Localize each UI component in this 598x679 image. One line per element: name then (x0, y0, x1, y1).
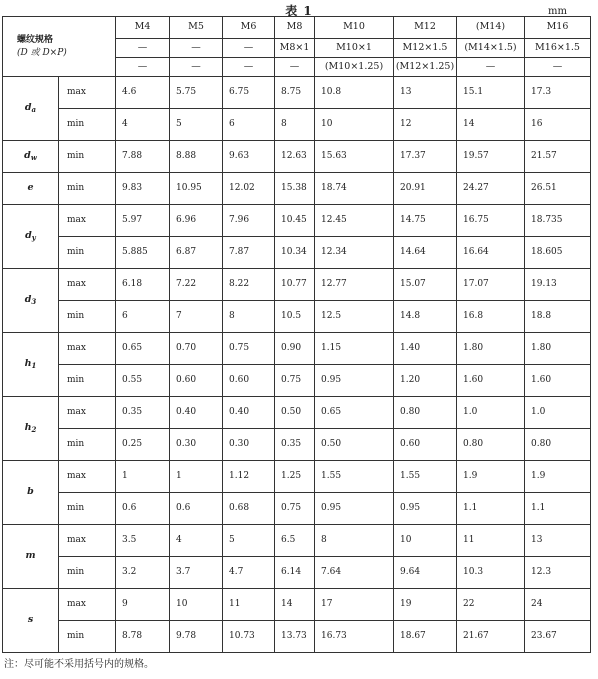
value-cell: 10.5 (275, 301, 315, 333)
header-cell: — (275, 58, 315, 77)
header-cell: M16 (525, 17, 591, 39)
header-cell: — (223, 39, 275, 58)
limit-cell: max (59, 333, 116, 365)
value-cell: 1.0 (525, 397, 591, 429)
table-row (3, 461, 591, 493)
limit-cell: max (59, 525, 116, 557)
value-cell: 10 (170, 589, 223, 621)
value-cell: 11 (457, 525, 525, 557)
value-cell: 4 (116, 109, 170, 141)
param-symbol: s (27, 613, 34, 625)
table-row (3, 557, 591, 589)
limit-cell: max (59, 397, 116, 429)
value-cell: 7.22 (170, 269, 223, 301)
value-cell: 17.3 (525, 77, 591, 109)
value-cell: 1.60 (457, 365, 525, 397)
param-symbol: d (25, 229, 32, 241)
value-cell: 5 (170, 109, 223, 141)
param-cell (3, 397, 59, 461)
value-cell: 16.8 (457, 301, 525, 333)
value-cell: 5.97 (116, 205, 170, 237)
value-cell: 0.60 (223, 365, 275, 397)
param-cell (3, 269, 59, 333)
value-cell: 1.1 (457, 493, 525, 525)
limit-cell: max (59, 589, 116, 621)
value-cell: 6.96 (170, 205, 223, 237)
value-cell: 0.70 (170, 333, 223, 365)
value-cell: 0.95 (394, 493, 457, 525)
spec-label: 螺纹规格 (17, 34, 54, 45)
value-cell: 0.75 (223, 333, 275, 365)
limit-cell: max (59, 77, 116, 109)
header-cell: M4 (116, 17, 170, 39)
value-cell: 0.55 (116, 365, 170, 397)
value-cell: 26.51 (525, 173, 591, 205)
value-cell: 20.91 (394, 173, 457, 205)
value-cell: 8 (315, 525, 394, 557)
limit-cell: min (59, 365, 116, 397)
value-cell: 15.1 (457, 77, 525, 109)
value-cell: 12.63 (275, 141, 315, 173)
header-cell: M5 (170, 17, 223, 39)
value-cell: 7.96 (223, 205, 275, 237)
header-cell: (M14×1.5) (457, 39, 525, 58)
header-cell: (M12×1.25) (394, 58, 457, 77)
value-cell: 12 (394, 109, 457, 141)
value-cell: 1.20 (394, 365, 457, 397)
value-cell: 19.13 (525, 269, 591, 301)
limit-cell: min (59, 109, 116, 141)
param-cell (3, 333, 59, 397)
param-symbol: m (25, 549, 36, 561)
value-cell: 7 (170, 301, 223, 333)
value-cell: 0.6 (170, 493, 223, 525)
param-cell (3, 205, 59, 269)
limit-cell: min (59, 493, 116, 525)
limit-cell: min (59, 237, 116, 269)
value-cell: 10.34 (275, 237, 315, 269)
value-cell: 0.50 (275, 397, 315, 429)
value-cell: 1.40 (394, 333, 457, 365)
table-row (3, 493, 591, 525)
value-cell: 18.735 (525, 205, 591, 237)
value-cell: 11 (223, 589, 275, 621)
value-cell: 0.60 (394, 429, 457, 461)
table-row (3, 365, 591, 397)
value-cell: 1.1 (525, 493, 591, 525)
value-cell: 21.57 (525, 141, 591, 173)
value-cell: 10 (315, 109, 394, 141)
value-cell: 10.73 (223, 621, 275, 653)
limit-cell: min (59, 429, 116, 461)
table-row (3, 589, 591, 621)
param-cell (3, 173, 59, 205)
value-cell: 12.5 (315, 301, 394, 333)
unit-label: mm (548, 6, 567, 17)
value-cell: 15.38 (275, 173, 315, 205)
limit-cell: min (59, 173, 116, 205)
value-cell: 0.35 (275, 429, 315, 461)
value-cell: 8.22 (223, 269, 275, 301)
value-cell: 4.7 (223, 557, 275, 589)
value-cell: 12.77 (315, 269, 394, 301)
value-cell: 6.87 (170, 237, 223, 269)
table-row (3, 77, 591, 109)
value-cell: 21.67 (457, 621, 525, 653)
limit-cell: max (59, 269, 116, 301)
table-row (3, 333, 591, 365)
value-cell: 16.64 (457, 237, 525, 269)
value-cell: 23.67 (525, 621, 591, 653)
value-cell: 17.37 (394, 141, 457, 173)
value-cell: 0.60 (170, 365, 223, 397)
value-cell: 1.80 (457, 333, 525, 365)
header-cell: — (116, 39, 170, 58)
value-cell: 18.67 (394, 621, 457, 653)
param-symbol: e (27, 181, 34, 193)
value-cell: 7.88 (116, 141, 170, 173)
spec-formula: (D 或 D×P) (17, 48, 67, 58)
value-cell: 6.18 (116, 269, 170, 301)
header-cell: M6 (223, 17, 275, 39)
value-cell: 10.3 (457, 557, 525, 589)
value-cell: 0.40 (223, 397, 275, 429)
value-cell: 0.50 (315, 429, 394, 461)
value-cell: 0.95 (315, 493, 394, 525)
value-cell: 0.30 (223, 429, 275, 461)
header-cell: (M14) (457, 17, 525, 39)
param-subscript: a (31, 104, 37, 114)
value-cell: 13 (525, 525, 591, 557)
value-cell: 0.75 (275, 365, 315, 397)
header-cell: M12×1.5 (394, 39, 457, 58)
value-cell: 6 (223, 109, 275, 141)
value-cell: 13.73 (275, 621, 315, 653)
value-cell: 9.63 (223, 141, 275, 173)
value-cell: 10.45 (275, 205, 315, 237)
param-subscript: 1 (31, 360, 37, 370)
value-cell: 19.57 (457, 141, 525, 173)
param-symbol: d (24, 101, 32, 113)
value-cell: 6.14 (275, 557, 315, 589)
value-cell: 1.9 (525, 461, 591, 493)
value-cell: 1 (116, 461, 170, 493)
value-cell: 10.95 (170, 173, 223, 205)
header-cell: M12 (394, 17, 457, 39)
table-row (3, 301, 591, 333)
param-symbol: d (24, 149, 31, 161)
value-cell: 8.88 (170, 141, 223, 173)
value-cell: 17.07 (457, 269, 525, 301)
header-cell: M16×1.5 (525, 39, 591, 58)
footnote: 注：尽可能不采用括号内的规格。 (4, 659, 154, 670)
value-cell: 12.34 (315, 237, 394, 269)
header-cell: M8×1 (275, 39, 315, 58)
value-cell: 0.95 (315, 365, 394, 397)
spec-header-cell (3, 17, 116, 77)
value-cell: 1.55 (394, 461, 457, 493)
param-symbol: h (24, 357, 32, 369)
value-cell: 22 (457, 589, 525, 621)
value-cell: 7.87 (223, 237, 275, 269)
header-cell: — (170, 39, 223, 58)
value-cell: 0.90 (275, 333, 315, 365)
value-cell: 5.75 (170, 77, 223, 109)
value-cell: 9.78 (170, 621, 223, 653)
param-cell (3, 461, 59, 525)
value-cell: 15.63 (315, 141, 394, 173)
table-row (3, 525, 591, 557)
param-subscript: 2 (31, 424, 37, 434)
value-cell: 14.64 (394, 237, 457, 269)
table-title: 表 1 (285, 4, 313, 18)
value-cell: 0.40 (170, 397, 223, 429)
value-cell: 18.74 (315, 173, 394, 205)
value-cell: 3.2 (116, 557, 170, 589)
value-cell: 17 (315, 589, 394, 621)
param-cell (3, 589, 59, 653)
value-cell: 0.25 (116, 429, 170, 461)
header-cell: — (170, 58, 223, 77)
value-cell: 24 (525, 589, 591, 621)
value-cell: 14 (275, 589, 315, 621)
value-cell: 19 (394, 589, 457, 621)
value-cell: 1 (170, 461, 223, 493)
value-cell: 1.15 (315, 333, 394, 365)
value-cell: 0.80 (457, 429, 525, 461)
value-cell: 13 (394, 77, 457, 109)
value-cell: 0.65 (116, 333, 170, 365)
value-cell: 18.605 (525, 237, 591, 269)
header-cell: M8 (275, 17, 315, 39)
limit-cell: max (59, 461, 116, 493)
dimension-table (2, 16, 591, 653)
header-cell: — (457, 58, 525, 77)
value-cell: 16.75 (457, 205, 525, 237)
table-row (3, 429, 591, 461)
param-subscript: w (30, 152, 37, 162)
value-cell: 3.7 (170, 557, 223, 589)
value-cell: 8 (223, 301, 275, 333)
param-cell (3, 525, 59, 589)
limit-cell: min (59, 557, 116, 589)
value-cell: 10.8 (315, 77, 394, 109)
value-cell: 12.45 (315, 205, 394, 237)
header-cell: — (116, 58, 170, 77)
value-cell: 0.80 (394, 397, 457, 429)
header-cell: (M10×1.25) (315, 58, 394, 77)
value-cell: 14.75 (394, 205, 457, 237)
value-cell: 1.25 (275, 461, 315, 493)
param-cell (3, 141, 59, 173)
value-cell: 0.65 (315, 397, 394, 429)
value-cell: 6.75 (223, 77, 275, 109)
value-cell: 1.60 (525, 365, 591, 397)
value-cell: 16 (525, 109, 591, 141)
limit-cell: max (59, 205, 116, 237)
table-row (3, 109, 591, 141)
value-cell: 5 (223, 525, 275, 557)
header-cell: — (223, 58, 275, 77)
value-cell: 24.27 (457, 173, 525, 205)
value-cell: 0.80 (525, 429, 591, 461)
value-cell: 10.77 (275, 269, 315, 301)
table-row (3, 397, 591, 429)
value-cell: 7.64 (315, 557, 394, 589)
value-cell: 1.12 (223, 461, 275, 493)
value-cell: 3.5 (116, 525, 170, 557)
value-cell: 0.30 (170, 429, 223, 461)
value-cell: 0.68 (223, 493, 275, 525)
value-cell: 5.885 (116, 237, 170, 269)
limit-cell: min (59, 301, 116, 333)
value-cell: 1.55 (315, 461, 394, 493)
value-cell: 12.02 (223, 173, 275, 205)
value-cell: 8.78 (116, 621, 170, 653)
header-cell: M10×1 (315, 39, 394, 58)
value-cell: 1.80 (525, 333, 591, 365)
value-cell: 9.83 (116, 173, 170, 205)
table-row (3, 141, 591, 173)
value-cell: 12.3 (525, 557, 591, 589)
param-subscript: y (31, 232, 36, 242)
table-row (3, 621, 591, 653)
table-row (3, 237, 591, 269)
value-cell: 14.8 (394, 301, 457, 333)
value-cell: 16.73 (315, 621, 394, 653)
value-cell: 18.8 (525, 301, 591, 333)
value-cell: 8 (275, 109, 315, 141)
table-row (3, 269, 591, 301)
value-cell: 4.6 (116, 77, 170, 109)
value-cell: 10 (394, 525, 457, 557)
value-cell: 0.75 (275, 493, 315, 525)
value-cell: 14 (457, 109, 525, 141)
param-subscript: 3 (31, 296, 37, 306)
limit-cell: min (59, 621, 116, 653)
value-cell: 1.9 (457, 461, 525, 493)
value-cell: 1.0 (457, 397, 525, 429)
limit-cell: min (59, 141, 116, 173)
table-row (3, 205, 591, 237)
table-row (3, 173, 591, 205)
param-symbol: b (27, 485, 34, 497)
value-cell: 0.6 (116, 493, 170, 525)
header-cell: — (525, 58, 591, 77)
value-cell: 4 (170, 525, 223, 557)
value-cell: 0.35 (116, 397, 170, 429)
value-cell: 8.75 (275, 77, 315, 109)
value-cell: 6 (116, 301, 170, 333)
header-cell: M10 (315, 17, 394, 39)
value-cell: 15.07 (394, 269, 457, 301)
value-cell: 6.5 (275, 525, 315, 557)
param-symbol: d (24, 293, 32, 305)
value-cell: 9.64 (394, 557, 457, 589)
value-cell: 9 (116, 589, 170, 621)
param-cell (3, 77, 59, 141)
param-symbol: h (24, 421, 32, 433)
